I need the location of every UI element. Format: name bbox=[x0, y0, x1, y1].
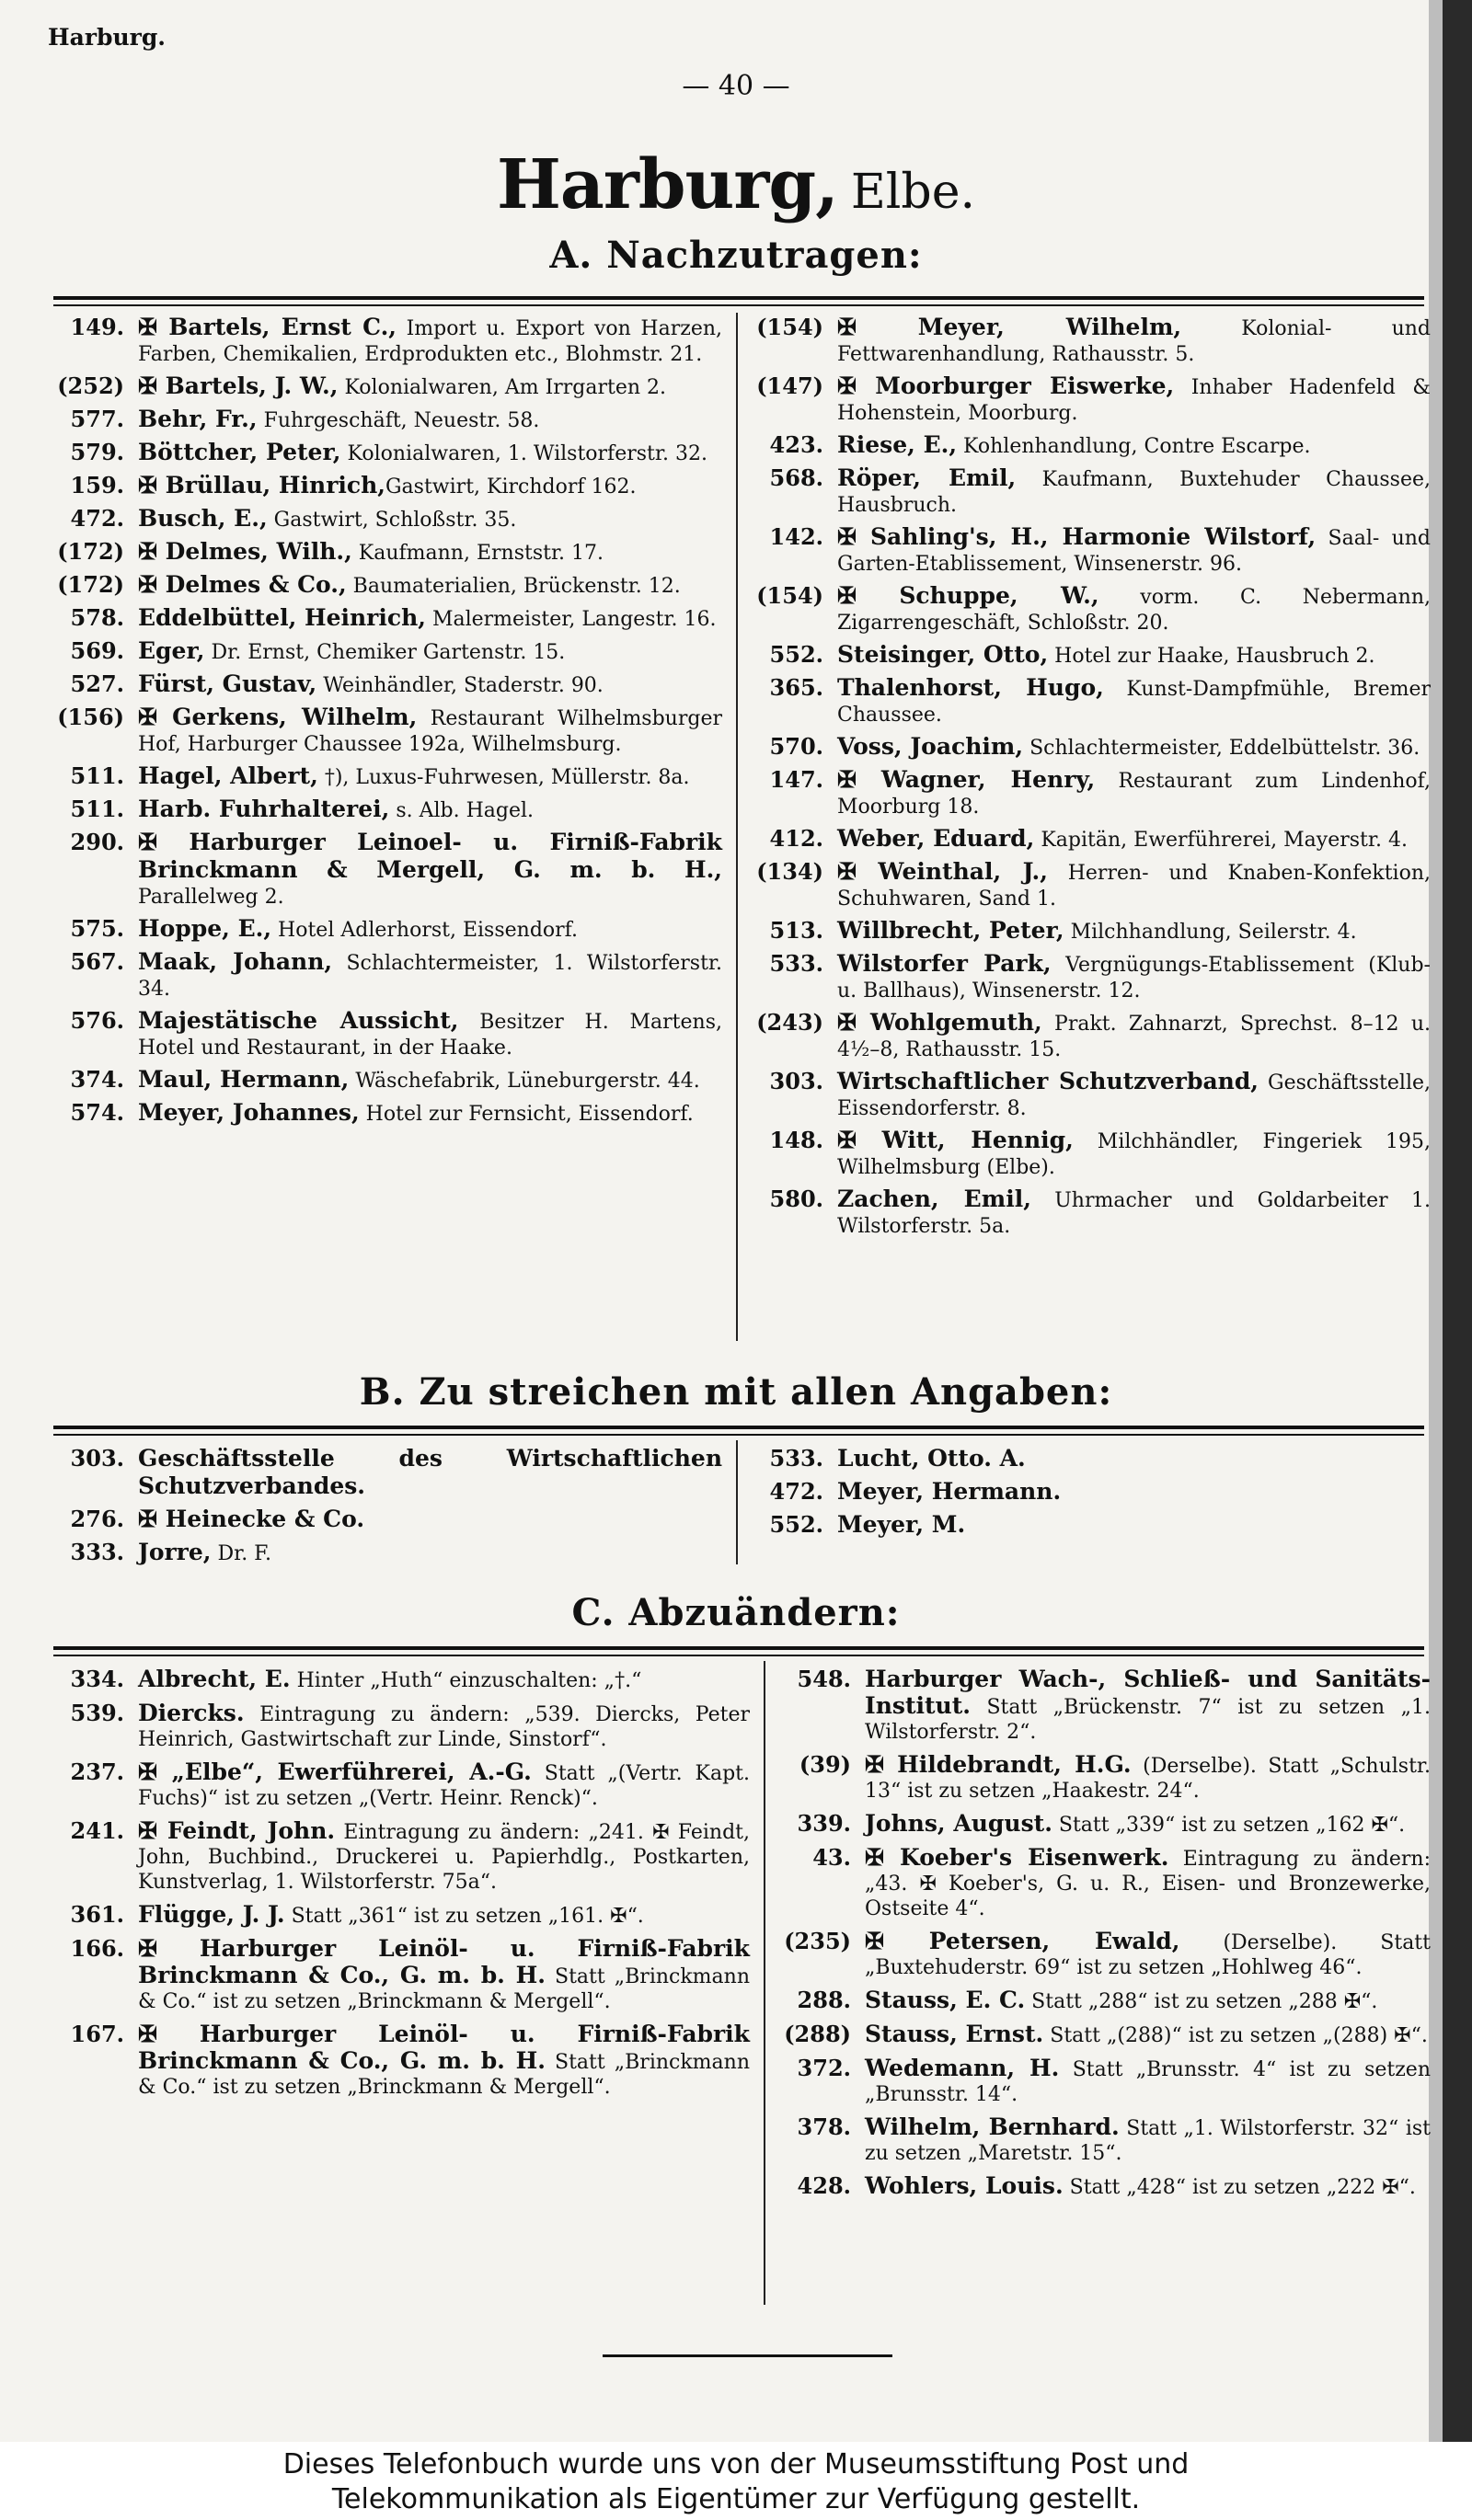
entry-body bbox=[865, 1929, 1431, 1980]
entry-details: Inhaber Hadenfeld & Hohenstein, Moorburg. bbox=[837, 376, 1431, 425]
entry-number: (39) bbox=[799, 1751, 851, 1778]
entry-name: ✠ Witt, Hennig, bbox=[837, 1127, 1074, 1153]
entry-number: 569. bbox=[70, 637, 124, 664]
entry-name: Harb. Fuhrhalterei, bbox=[138, 796, 390, 822]
entry-number: 578. bbox=[70, 604, 124, 631]
section-c-rule-top bbox=[53, 1646, 1424, 1650]
entry-details: Hotel zur Fernsicht, Eissendorf. bbox=[359, 1103, 694, 1126]
entry-name: Eddelbüttel, Heinrich, bbox=[138, 604, 426, 631]
entry-body bbox=[837, 951, 1431, 1004]
entry-body bbox=[138, 638, 722, 666]
entry-body bbox=[138, 1506, 722, 1534]
entry-number: 412. bbox=[769, 825, 823, 852]
entry-details: Herren- und Knaben-Konfektion, Schuhwaren, Sand 1. bbox=[837, 862, 1432, 911]
entry-name: ✠ Harburger Leinoel- u. Firniß-Fabrik Brinckmann & Mergell, G. m. b. H., bbox=[138, 829, 722, 883]
entry-number: 142. bbox=[769, 523, 823, 550]
entry-details: Milchhändler, Fingeriek 195, Wilhelmsburg (Elbe). bbox=[837, 1130, 1431, 1179]
entry-details: Gastwirt, Kirchdorf 162. bbox=[385, 475, 637, 498]
entry-details: s. Alb. Hagel. bbox=[389, 799, 535, 822]
entry-body bbox=[138, 539, 722, 567]
entry-body bbox=[138, 407, 722, 434]
entry-details: Kunst-Dampfmühle, Bremer Chaussee. bbox=[837, 678, 1432, 727]
entry-number: (243) bbox=[756, 1009, 823, 1036]
archive-footer bbox=[0, 2442, 1472, 2520]
entry-details: Restaurant zum Lindenhof, Moorburg 18. bbox=[837, 770, 1431, 819]
entry-details: Import u. Export von Harzen, Farben, Chemikalien, Erdprodukten etc., Blohmstr. 21. bbox=[138, 317, 723, 366]
entry-body bbox=[837, 767, 1431, 820]
entry-details: Schlachtermeister, 1. Wilstorferstr. 34. bbox=[138, 952, 723, 1001]
entry-number: 276. bbox=[70, 1506, 124, 1532]
entry-number: 580. bbox=[769, 1186, 823, 1212]
entry-name: ✠ Harburger Leinöl- u. Firniß-Fabrik Brinckmann & Co., G. m. b. H. bbox=[138, 1935, 750, 1988]
entry-details: Kaufmann, Ernststr. 17. bbox=[351, 542, 604, 565]
entry-number: 303. bbox=[70, 1445, 124, 1472]
entry-name: Steisinger, Otto, bbox=[837, 641, 1049, 668]
entry-details: Besitzer H. Martens, Hotel und Restaurant, in der Haake. bbox=[138, 1011, 722, 1060]
entry-number: 513. bbox=[769, 917, 823, 944]
entry-details: Hotel Adlerhorst, Eissendorf. bbox=[271, 919, 579, 942]
entry-body bbox=[837, 918, 1431, 945]
entry-name: Hoppe, E., bbox=[138, 915, 272, 942]
entry-number: 148. bbox=[769, 1127, 823, 1153]
entry-name: ✠ Bartels, J. W., bbox=[138, 372, 339, 399]
entry-body bbox=[865, 1987, 1431, 2014]
title-main: Harburg, bbox=[496, 145, 838, 224]
entry-details: Wäschefabrik, Lüneburgerstr. 44. bbox=[349, 1070, 700, 1093]
entry-details: Geschäftsstelle, Eissendorferstr. 8. bbox=[837, 1071, 1431, 1120]
entry-number: 533. bbox=[769, 950, 823, 977]
entry-number: (172) bbox=[57, 571, 124, 598]
entry-number: 567. bbox=[70, 948, 124, 975]
entry-number: 167. bbox=[70, 2021, 124, 2047]
entry-name: Zachen, Emil, bbox=[837, 1186, 1031, 1212]
entry-name: Wedemann, H. bbox=[865, 2055, 1060, 2081]
entry-body bbox=[138, 1008, 722, 1061]
entry-name: Fürst, Gustav, bbox=[138, 670, 317, 697]
entry-body bbox=[138, 1902, 750, 1929]
entry-name: Meyer, Hermann. bbox=[837, 1478, 1062, 1505]
entry-body bbox=[865, 1811, 1431, 1838]
entry-number: 527. bbox=[70, 670, 124, 697]
entry-body bbox=[138, 1446, 722, 1501]
title-sub: Elbe. bbox=[850, 165, 976, 220]
entry-name: Willbrecht, Peter, bbox=[837, 917, 1064, 944]
entry-body bbox=[837, 826, 1431, 853]
entry-details: Dr. F. bbox=[211, 1542, 272, 1565]
entry-details: †), Luxus-Fuhrwesen, Müllerstr. 8a. bbox=[317, 766, 690, 789]
entry-name: ✠ „Elbe“, Ewerführerei, A.-G. bbox=[138, 1758, 532, 1785]
entry-body bbox=[837, 1069, 1431, 1122]
entry-number: 428. bbox=[797, 2172, 851, 2199]
entry-name: Voss, Joachim, bbox=[837, 733, 1024, 760]
entry-number: 576. bbox=[70, 1007, 124, 1034]
entry-name: Albrecht, E. bbox=[138, 1666, 291, 1692]
footer-line-1: Dieses Telefonbuch wurde uns von der Museumsstiftung Post und bbox=[282, 2448, 1190, 2480]
entry-number: (288) bbox=[784, 2021, 851, 2047]
entry-name: ✠ Feindt, John. bbox=[138, 1817, 336, 1844]
entry-number: 577. bbox=[70, 406, 124, 432]
entry-details: vorm. C. Nebermann, Zigarrengeschäft, Schloßstr. 20. bbox=[837, 586, 1431, 635]
entry-details: Kolonialwaren, Am Irrgarten 2. bbox=[338, 376, 667, 399]
entry-body bbox=[837, 1128, 1431, 1181]
footer-line-2: Telekommunikation als Eigentümer zur Verfügung gestellt. bbox=[331, 2483, 1141, 2515]
entry-body bbox=[138, 949, 722, 1002]
entry-details: Statt „361“ ist zu setzen „161. ✠“. bbox=[284, 1905, 644, 1928]
entry-number: 378. bbox=[797, 2113, 851, 2140]
entry-details: Saal- und Garten-Etablissement, Winsenerstr. 96. bbox=[837, 527, 1431, 576]
entry-body bbox=[837, 1446, 1431, 1473]
entry-name: Diercks. bbox=[138, 1700, 245, 1726]
entry-body bbox=[837, 859, 1431, 912]
entry-body bbox=[138, 1818, 750, 1895]
entry-details: Malermeister, Langestr. 16. bbox=[425, 608, 717, 631]
entry-name: Lucht, Otto. A. bbox=[837, 1445, 1026, 1472]
entry-name: Wilhelm, Bernhard. bbox=[865, 2113, 1120, 2140]
section-c-column-divider bbox=[764, 1661, 765, 2305]
entry-details: Kaufmann, Buxtehuder Chaussee, Hausbruch. bbox=[837, 468, 1431, 517]
entry-number: 365. bbox=[769, 674, 823, 701]
entry-number: 159. bbox=[70, 472, 124, 498]
entry-body bbox=[837, 524, 1431, 578]
entry-body bbox=[865, 1667, 1431, 1745]
entry-name: ✠ Wagner, Henry, bbox=[837, 766, 1096, 793]
entry-body bbox=[138, 1100, 722, 1128]
entry-details: Statt „(Vertr. Kapt. Fuchs)“ ist zu setzen „(Vertr. Heinr. Renck)“. bbox=[138, 1762, 750, 1810]
entry-body bbox=[138, 1701, 750, 1752]
entry-details: Statt „288“ ist zu setzen „288 ✠“. bbox=[1025, 1990, 1378, 2013]
entry-number: 472. bbox=[769, 1478, 823, 1505]
entry-body bbox=[837, 373, 1431, 427]
entry-name: Flügge, J. J. bbox=[138, 1901, 285, 1928]
entry-number: 147. bbox=[769, 766, 823, 793]
entry-name: ✠ Weinthal, J., bbox=[837, 858, 1048, 885]
entry-details: Statt „428“ ist zu setzen „222 ✠“. bbox=[1063, 2176, 1416, 2199]
entry-number: 334. bbox=[70, 1666, 124, 1692]
entry-body bbox=[837, 675, 1431, 728]
entry-name: ✠ Delmes & Co., bbox=[138, 571, 347, 598]
entry-name: ✠ Petersen, Ewald, bbox=[865, 1928, 1180, 1954]
entry-details: Statt „Brunsstr. 4“ ist zu setzen „Brunsstr. 14“. bbox=[865, 2058, 1431, 2106]
entry-number: (147) bbox=[756, 372, 823, 399]
entry-number: 288. bbox=[797, 1987, 851, 2013]
running-head: Harburg. bbox=[48, 24, 167, 51]
entry-number: 333. bbox=[70, 1539, 124, 1565]
entry-name: Wohlers, Louis. bbox=[865, 2172, 1064, 2199]
entry-body bbox=[138, 1759, 750, 1811]
entry-details: Statt „Brinckmann & Co.“ ist zu setzen „Brinckmann & Mergell“. bbox=[138, 1965, 750, 2013]
entry-details: Statt „1. Wilstorferstr. 32“ ist zu setzen „Maretstr. 15“. bbox=[865, 2117, 1431, 2165]
entry-number: (235) bbox=[784, 1928, 851, 1954]
entry-details: Baumaterialien, Brückenstr. 12. bbox=[346, 575, 681, 598]
entry-body bbox=[865, 2056, 1431, 2107]
entry-name: ✠ Meyer, Wilhelm, bbox=[837, 314, 1182, 340]
entry-details: Gastwirt, Schloßstr. 35. bbox=[267, 509, 517, 532]
entry-body bbox=[138, 916, 722, 944]
entry-name: ✠ Bartels, Ernst C., bbox=[138, 314, 397, 340]
entry-details: Kohlenhandlung, Contre Escarpe. bbox=[957, 435, 1311, 458]
entry-details: Milchhandlung, Seilerstr. 4. bbox=[1064, 921, 1357, 944]
section-b-rule-top bbox=[53, 1426, 1424, 1429]
entry-number: 548. bbox=[797, 1666, 851, 1692]
entry-details: Kolonial- und Fettwarenhandlung, Rathausstr. 5. bbox=[837, 317, 1431, 366]
entry-details: Weinhändler, Staderstr. 90. bbox=[316, 674, 604, 697]
entry-number: 166. bbox=[70, 1935, 124, 1962]
entry-body bbox=[837, 465, 1431, 519]
entry-body bbox=[138, 763, 722, 791]
entry-name: Röper, Emil, bbox=[837, 464, 1017, 491]
entry-name: Eger, bbox=[138, 637, 205, 664]
entry-name: ✠ Wohlgemuth, bbox=[837, 1009, 1042, 1036]
entry-body bbox=[138, 572, 722, 600]
entry-number: (154) bbox=[756, 582, 823, 609]
entry-name: ✠ Schuppe, W., bbox=[837, 582, 1099, 609]
entry-body bbox=[138, 796, 722, 824]
entry-body bbox=[837, 583, 1431, 636]
entry-name: ✠ Hildebrandt, H.G. bbox=[865, 1751, 1132, 1778]
entry-number: 575. bbox=[70, 915, 124, 942]
entry-name: Riese, E., bbox=[837, 431, 958, 458]
entry-body bbox=[865, 1845, 1431, 1921]
entry-details: Statt „Brinckmann & Co.“ ist zu setzen „Brinckmann & Mergell“. bbox=[138, 2051, 750, 2099]
entry-name: Thalenhorst, Hugo, bbox=[837, 674, 1104, 701]
entry-body bbox=[138, 2022, 750, 2100]
entry-name: Maul, Hermann, bbox=[138, 1066, 350, 1093]
entry-name: Majestätische Aussicht, bbox=[138, 1007, 459, 1034]
entry-body bbox=[138, 315, 722, 368]
entry-number: 511. bbox=[70, 796, 124, 822]
entry-name: Wilstorfer Park, bbox=[837, 950, 1052, 977]
entry-number: 570. bbox=[769, 733, 823, 760]
entry-details: Restaurant Wilhelmsburger Hof, Harburger Chaussee 192a, Wilhelmsburg. bbox=[138, 707, 722, 756]
entry-name: Hagel, Albert, bbox=[138, 762, 318, 789]
page-edge-shadow bbox=[1429, 0, 1443, 2442]
entry-body bbox=[138, 605, 722, 633]
entry-details: Eintragung zu ändern: „539. Diercks, Peter Heinrich, Gastwirtschaft zur Linde, Sinstorf“. bbox=[138, 1703, 750, 1751]
entry-body bbox=[865, 1752, 1431, 1804]
entry-body bbox=[865, 2173, 1431, 2200]
entry-name: Jorre, bbox=[138, 1539, 212, 1565]
entry-number: 241. bbox=[70, 1817, 124, 1844]
entry-name: Wirtschaftlicher Schutzverband, bbox=[837, 1068, 1259, 1094]
entry-name: Weber, Eduard, bbox=[837, 825, 1035, 852]
entry-name: ✠ Heinecke & Co. bbox=[138, 1506, 365, 1532]
entry-number: 579. bbox=[70, 439, 124, 465]
entry-number: (154) bbox=[756, 314, 823, 340]
entry-number: 533. bbox=[769, 1445, 823, 1472]
section-b-rule-top-thin bbox=[53, 1434, 1424, 1436]
entry-body bbox=[837, 642, 1431, 670]
entry-body bbox=[138, 440, 722, 467]
entry-number: 539. bbox=[70, 1700, 124, 1726]
entry-body bbox=[138, 1067, 722, 1094]
entry-name: Böttcher, Peter, bbox=[138, 439, 341, 465]
entry-name: ✠ Gerkens, Wilhelm, bbox=[138, 704, 418, 730]
entry-number: 237. bbox=[70, 1758, 124, 1785]
entry-details: Vergnügungs-Etablissement (Klub- u. Ballhaus), Winsenerstr. 12. bbox=[837, 954, 1431, 1002]
entry-body bbox=[138, 506, 722, 533]
entry-name: Stauss, E. C. bbox=[865, 1987, 1026, 2013]
entry-details: (Derselbe). Statt „Buxtehuderstr. 69“ ist zu setzen „Hohlweg 46“. bbox=[865, 1931, 1431, 1979]
entry-body bbox=[837, 1512, 1431, 1540]
entry-body bbox=[138, 1936, 750, 2014]
entry-body bbox=[138, 473, 722, 500]
entry-name: Johns, August. bbox=[865, 1810, 1052, 1837]
entry-number: 568. bbox=[769, 464, 823, 491]
entry-details: Eintragung zu ändern: „241. ✠ Feindt, John, Buchbind., Druckerei u. Papierhdlg., Postkarten, Kunstverlag, 1. Wilstorferstr. 75a“. bbox=[138, 1821, 750, 1894]
entry-body bbox=[138, 1667, 750, 1693]
section-a-rule-top bbox=[53, 296, 1424, 300]
entry-number: 574. bbox=[70, 1099, 124, 1126]
entry-number: 374. bbox=[70, 1066, 124, 1093]
section-a-heading: A. Nachzutragen: bbox=[549, 234, 923, 277]
entry-body bbox=[138, 373, 722, 401]
entry-number: 472. bbox=[70, 505, 124, 532]
entry-body bbox=[837, 1010, 1431, 1063]
section-a-rule-top-thin bbox=[53, 304, 1424, 306]
entry-details: Kolonialwaren, 1. Wilstorferstr. 32. bbox=[340, 442, 707, 465]
entry-body bbox=[138, 830, 722, 911]
entry-name: ✠ Brüllau, Hinrich, bbox=[138, 472, 385, 498]
entry-name: ✠ Sahling's, H., Harmonie Wilstorf, bbox=[837, 523, 1317, 550]
entry-name: Maak, Johann, bbox=[138, 948, 333, 975]
entry-details: Parallelweg 2. bbox=[138, 886, 284, 909]
section-b-column-divider bbox=[736, 1440, 738, 1564]
entry-details: Fuhrgeschäft, Neuestr. 58. bbox=[257, 409, 540, 432]
entry-body bbox=[837, 432, 1431, 460]
entry-number: (134) bbox=[756, 858, 823, 885]
entry-details: Eintragung zu ändern: „43. ✠ Koeber's, G. u. R., Eisen- und Bronzewerke, Ostseite 4“. bbox=[865, 1848, 1431, 1920]
entry-details: Hinter „Huth“ einzuschalten: „†.“ bbox=[290, 1669, 642, 1692]
entry-details: Statt „(288)“ ist zu setzen „(288) ✠“. bbox=[1043, 2024, 1428, 2047]
entry-number: 339. bbox=[797, 1810, 851, 1837]
entry-number: 552. bbox=[769, 641, 823, 668]
entry-details: Dr. Ernst, Chemiker Gartenstr. 15. bbox=[204, 641, 566, 664]
entry-body bbox=[837, 1479, 1431, 1506]
entry-name: Behr, Fr., bbox=[138, 406, 258, 432]
entry-number: 149. bbox=[70, 314, 124, 340]
entry-name: ✠ Harburger Leinöl- u. Firniß-Fabrik Brinckmann & Co., G. m. b. H. bbox=[138, 2021, 750, 2074]
end-rule bbox=[603, 2354, 892, 2357]
entry-body bbox=[837, 734, 1431, 762]
page-number: — 40 — bbox=[682, 70, 790, 102]
entry-details: Hotel zur Haake, Hausbruch 2. bbox=[1048, 645, 1375, 668]
entry-name: Stauss, Ernst. bbox=[865, 2021, 1044, 2047]
entry-name: Busch, E., bbox=[138, 505, 268, 532]
entry-name: Meyer, Johannes, bbox=[138, 1099, 360, 1126]
section-a-column-divider bbox=[736, 313, 738, 1341]
section-c-rule-top-thin bbox=[53, 1655, 1424, 1656]
entry-details: Kapitän, Ewerführerei, Mayerstr. 4. bbox=[1034, 829, 1408, 852]
page-title bbox=[0, 145, 1472, 224]
entry-body bbox=[865, 2022, 1431, 2048]
entry-body bbox=[837, 315, 1431, 368]
entry-number: 372. bbox=[797, 2055, 851, 2081]
page-edge bbox=[1443, 0, 1472, 2442]
entry-details: Schlachtermeister, Eddelbüttelstr. 36. bbox=[1023, 737, 1420, 760]
entry-body bbox=[138, 671, 722, 699]
entry-number: (156) bbox=[57, 704, 124, 730]
entry-number: 43. bbox=[812, 1844, 851, 1871]
entry-number: 290. bbox=[70, 829, 124, 855]
entry-name: Meyer, M. bbox=[837, 1511, 966, 1538]
entry-number: 423. bbox=[769, 431, 823, 458]
entry-name: ✠ Delmes, Wilh., bbox=[138, 538, 352, 565]
entry-number: 361. bbox=[70, 1901, 124, 1928]
entry-details: Statt „Brückenstr. 7“ ist zu setzen „1. Wilstorferstr. 2“. bbox=[865, 1696, 1431, 1744]
entry-details: Statt „339“ ist zu setzen „162 ✠“. bbox=[1052, 1814, 1406, 1837]
entry-name: ✠ Koeber's Eisenwerk. bbox=[865, 1844, 1169, 1871]
entry-name: ✠ Moorburger Eiswerke, bbox=[837, 372, 1175, 399]
section-c-heading: C. Abzuändern: bbox=[571, 1591, 901, 1634]
entry-details: (Derselbe). Statt „Schulstr. 13“ ist zu setzen „Haakestr. 24“. bbox=[865, 1755, 1432, 1803]
entry-number: (172) bbox=[57, 538, 124, 565]
entry-body bbox=[865, 2114, 1431, 2166]
section-b-heading: B. Zu streichen mit allen Angaben: bbox=[359, 1370, 1113, 1414]
entry-details: Prakt. Zahnarzt, Sprechst. 8–12 u. 4½–8, Rathausstr. 15. bbox=[837, 1013, 1431, 1061]
entry-name: Geschäftsstelle des Wirtschaftlichen Schutzverbandes. bbox=[138, 1445, 722, 1499]
entry-number: 303. bbox=[769, 1068, 823, 1094]
entry-name: Harburger Wach-, Schließ- und Sanitäts-Institut. bbox=[865, 1666, 1431, 1719]
entry-number: 511. bbox=[70, 762, 124, 789]
entry-number: 552. bbox=[769, 1511, 823, 1538]
entry-body bbox=[138, 704, 722, 758]
entry-number: (252) bbox=[57, 372, 124, 399]
entry-body bbox=[837, 1186, 1431, 1240]
entry-body bbox=[138, 1540, 722, 1567]
entry-details: Uhrmacher und Goldarbeiter 1. Wilstorferstr. 5a. bbox=[837, 1189, 1432, 1238]
